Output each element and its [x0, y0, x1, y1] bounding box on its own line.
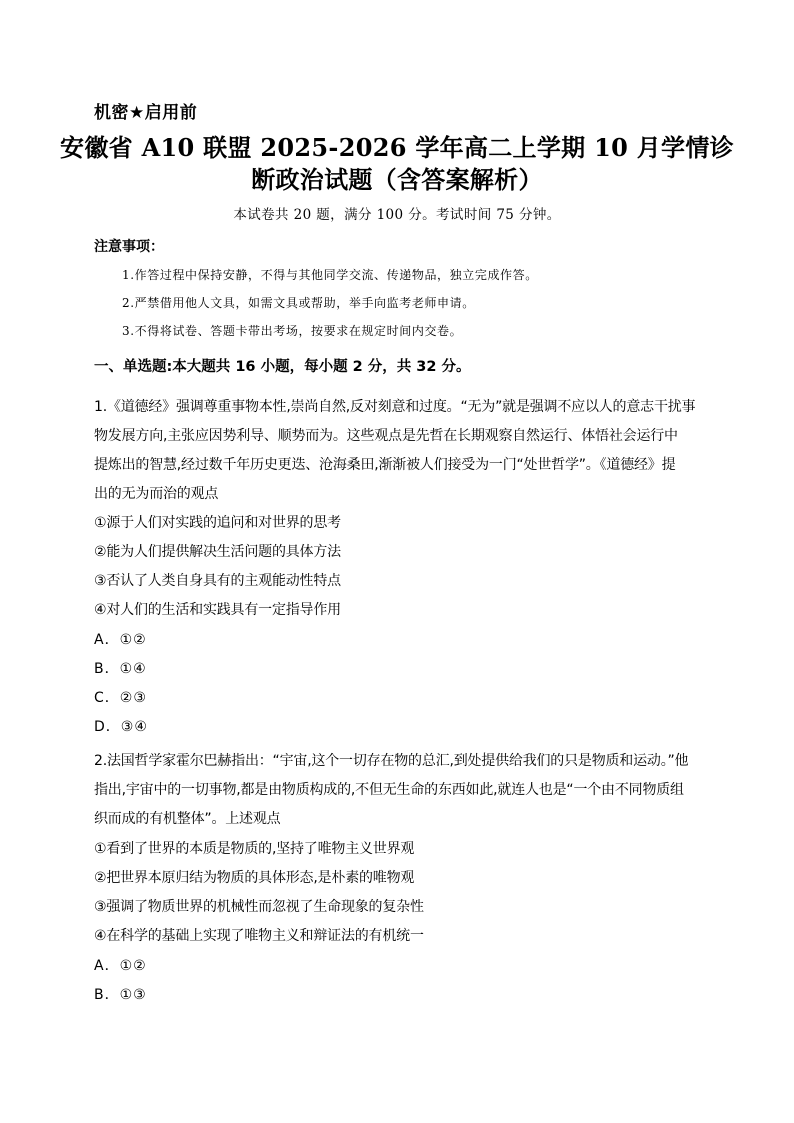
question-2-stem-line: 织而成的有机整体”。上述观点 [94, 811, 281, 827]
question-2-option-b: B．①③ [94, 987, 147, 1003]
notice-item: 2.严禁借用他人文具，如需文具或帮助，举手向监考老师申请。 [122, 296, 475, 310]
notice-item: 3.不得将试卷、答题卡带出考场，按要求在规定时间内交卷。 [122, 324, 463, 338]
question-2-stem-line: 2.法国哲学家霍尔巴赫指出：“宇宙,这个一切存在物的总汇,到处提供给我们的只是物质和运动。”他 [94, 753, 689, 769]
question-1-stem-line: 出的无为而治的观点 [94, 486, 219, 502]
question-1-statement: ②能为人们提供解决生活问题的具体方法 [94, 544, 341, 560]
section-heading: 一、单选题:本大题共 16 小题，每小题 2 分，共 32 分。 [94, 359, 471, 375]
question-2-statement: ④在科学的基础上实现了唯物主义和辩证法的有机统一 [94, 928, 424, 944]
question-1-statement: ③否认了人类自身具有的主观能动性特点 [94, 573, 341, 589]
question-2-stem-line: 指出,宇宙中的一切事物,都是由物质构成的,不但无生命的东西如此,就连人也是“一个由不同物质组 [94, 782, 684, 798]
question-1-statement: ①源于人们对实践的追问和对世界的思考 [94, 515, 341, 531]
question-2-statement: ①看到了世界的本质是物质的,坚持了唯物主义世界观 [94, 841, 415, 857]
notice-item: 1.作答过程中保持安静，不得与其他同学交流、传递物品，独立完成作答。 [122, 268, 538, 282]
question-1-option-d: D．③④ [94, 719, 148, 735]
question-1-stem-line: 1.《道德经》强调尊重事物本性,崇尚自然,反对刻意和过度。“无为”就是强调不应以人的意志干扰事 [94, 399, 696, 415]
notice-heading: 注意事项： [94, 239, 164, 255]
question-1-option-c: C．②③ [94, 690, 147, 706]
question-2-statement: ③强调了物质世界的机械性而忽视了生命现象的复杂性 [94, 899, 424, 915]
exam-info: 本试卷共 20 题，满分 100 分。考试时间 75 分钟。 [233, 207, 561, 223]
exam-title-line-2: 断政治试题（含答案解析） [251, 165, 543, 194]
question-1-statement: ④对人们的生活和实践具有一定指导作用 [94, 602, 341, 618]
question-2-option-a: A．①② [94, 958, 147, 974]
question-1-option-b: B．①④ [94, 661, 147, 677]
question-1-stem-line: 物发展方向,主张应因势利导、顺势而为。这些观点是先哲在长期观察自然运行、体悟社会运行中 [94, 428, 678, 444]
question-2-statement: ②把世界本原归结为物质的具体形态,是朴素的唯物观 [94, 870, 415, 886]
confidential-label: 机密★启用前 [94, 103, 198, 123]
question-1-option-a: A．①② [94, 632, 147, 648]
exam-title-line-1: 安徽省 A10 联盟 2025-2026 学年高二上学期 10 月学情诊 [60, 133, 734, 162]
question-1-stem-line: 提炼出的智慧,经过数千年历史更迭、沧海桑田,渐渐被人们接受为一门“处世哲学”。《道德经》提 [94, 457, 676, 473]
